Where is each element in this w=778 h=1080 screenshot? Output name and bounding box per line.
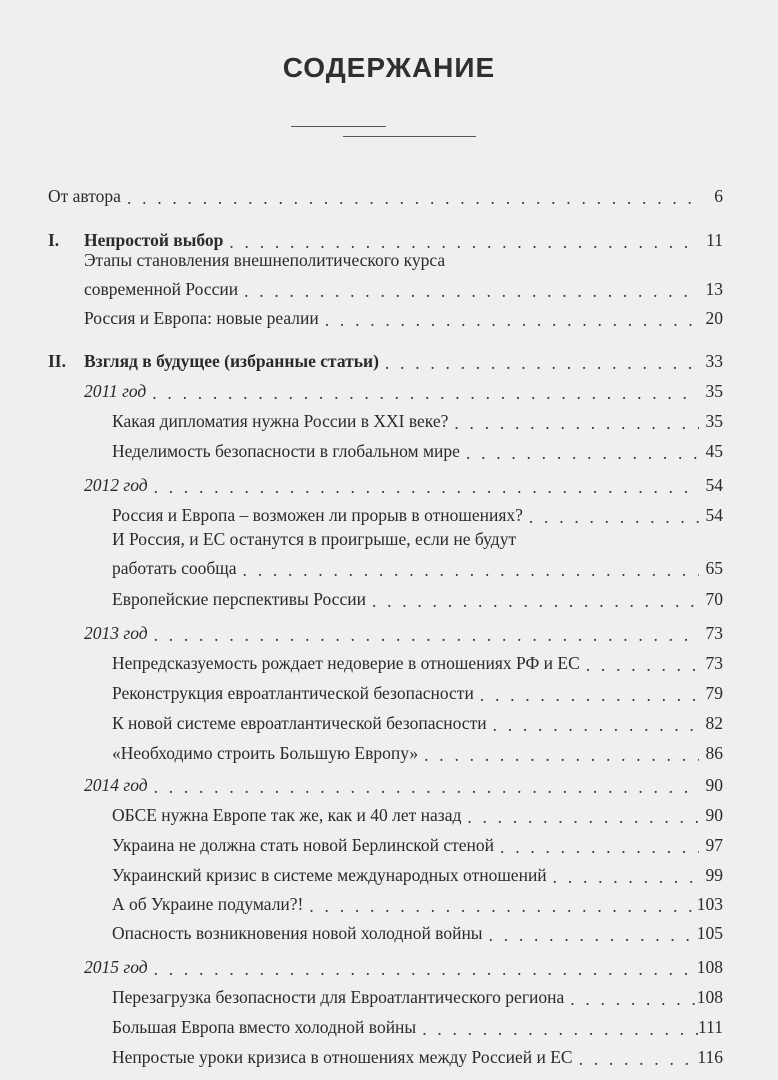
toc-entry-text: работать сообща	[112, 558, 237, 578]
toc-entry-text: Европейские перспективы России	[112, 589, 366, 609]
toc-entry-line: Этапы становления внешнеполитического курса	[84, 250, 446, 270]
toc-dot-leader	[237, 561, 699, 579]
toc-page-number: 108	[696, 987, 723, 1007]
toc-page-number: 99	[705, 865, 723, 885]
toc-dot-leader	[547, 868, 699, 886]
toc-entry-text: современной России	[84, 279, 239, 299]
toc-entry[interactable]	[112, 549, 723, 579]
toc-page-number: 54	[705, 475, 723, 495]
toc-part-number: II.	[48, 351, 66, 371]
toc-dot-leader	[487, 716, 699, 734]
toc-part-title: Взгляд в будущее (избранные статьи)	[84, 351, 379, 371]
toc-dot-leader	[460, 444, 699, 462]
toc-page-number: 108	[696, 957, 723, 977]
toc-part-2[interactable]	[48, 342, 723, 372]
toc-page-number: 90	[705, 805, 723, 825]
toc-entry-text: ОБСЕ нужна Европе так же, как и 40 лет назад	[112, 805, 462, 825]
toc-dot-leader	[494, 838, 699, 856]
toc-entry-text: Россия и Европа – возможен ли прорыв в отношениях?	[112, 505, 523, 525]
toc-page-number: 103	[696, 894, 723, 914]
toc-page-number: 20	[705, 308, 723, 328]
toc-entry[interactable]	[112, 856, 723, 886]
toc-dot-leader	[416, 1020, 698, 1038]
toc-page-number: 79	[705, 683, 723, 703]
toc-entry-text: Непростые уроки кризиса в отношениях между Россией и ЕС	[112, 1047, 573, 1067]
toc-page-number: 86	[705, 743, 723, 763]
toc-entry[interactable]	[112, 674, 723, 704]
page-title: СОДЕРЖАНИЕ	[282, 52, 496, 83]
toc-entry[interactable]	[112, 496, 723, 526]
toc-part-number: I.	[48, 230, 60, 250]
toc-page-number: 33	[705, 351, 723, 371]
decorative-rule-2	[343, 136, 476, 137]
toc-dot-leader	[121, 189, 699, 207]
toc-dot-leader	[148, 960, 697, 978]
toc-year-label: 2015 год	[84, 957, 148, 977]
toc-dot-leader	[148, 778, 699, 796]
toc-entry[interactable]	[112, 432, 723, 462]
toc-entry[interactable]	[112, 1008, 723, 1038]
toc-dot-leader	[148, 626, 699, 644]
toc-entry-text: Украина не должна стать новой Берлинской стеной	[112, 835, 495, 855]
toc-year-2015[interactable]	[84, 948, 723, 978]
toc-dot-leader	[448, 414, 699, 432]
toc-entry-text: Опасность возникновения новой холодной войны	[112, 923, 483, 943]
toc-page-number: 11	[706, 230, 723, 250]
toc-dot-leader	[379, 354, 699, 372]
toc-page-number: 65	[705, 558, 723, 578]
toc-entry-text: От автора	[48, 186, 121, 206]
toc-entry-text: Неделимость безопасности в глобальном мире	[112, 441, 460, 461]
toc-dot-leader	[146, 384, 699, 402]
decorative-rule-1	[291, 126, 386, 127]
toc-entry[interactable]	[112, 580, 723, 610]
toc-entry-text: Какая дипломатия нужна России в XXI веке?	[112, 411, 449, 431]
toc-dot-leader	[523, 508, 699, 526]
toc-dot-leader	[148, 478, 699, 496]
toc-entry[interactable]	[112, 914, 723, 944]
toc-entry[interactable]	[112, 1038, 723, 1068]
toc-dot-leader	[418, 746, 699, 764]
toc-entry-line: И Россия, и ЕС останутся в проигрыше, если не будут	[112, 529, 517, 549]
toc-page-number: 6	[714, 186, 723, 206]
toc-entry[interactable]	[112, 885, 723, 915]
toc-entry[interactable]	[112, 796, 723, 826]
toc-entry[interactable]	[112, 734, 723, 764]
toc-year-2012[interactable]	[84, 466, 723, 496]
toc-dot-leader	[474, 686, 699, 704]
toc-page-number: 90	[705, 775, 723, 795]
toc-year-2013[interactable]	[84, 614, 723, 644]
toc-page-number: 116	[697, 1047, 723, 1067]
toc-year-label: 2014 год	[84, 775, 148, 795]
toc-entry-text: К новой системе евроатлантической безопасности	[112, 713, 487, 733]
toc-entry-text: А об Украине подумали?!	[112, 894, 304, 914]
toc-entry[interactable]	[112, 644, 723, 674]
toc-year-2014[interactable]	[84, 766, 723, 796]
toc-page-number: 111	[698, 1017, 723, 1037]
toc-page-number: 82	[705, 713, 723, 733]
toc-page-number: 35	[705, 381, 723, 401]
toc-entry-stages[interactable]	[84, 270, 723, 300]
toc-entry[interactable]	[112, 704, 723, 734]
toc-page-number: 54	[705, 505, 723, 525]
toc-entry[interactable]	[112, 826, 723, 856]
toc-entry[interactable]	[112, 978, 723, 1008]
toc-dot-leader	[319, 311, 699, 329]
toc-entry-text: Реконструкция евроатлантической безопасности	[112, 683, 474, 703]
toc-dot-leader	[580, 656, 699, 674]
toc-page-number: 73	[705, 653, 723, 673]
toc-page-number: 13	[705, 279, 723, 299]
toc-page-number: 70	[705, 589, 723, 609]
toc-year-label: 2012 год	[84, 475, 148, 495]
toc-entry-author[interactable]	[48, 177, 723, 207]
toc-dot-leader	[461, 808, 699, 826]
toc-dot-leader	[573, 1050, 698, 1068]
toc-page-number: 105	[696, 923, 723, 943]
toc-year-label: 2011 год	[84, 381, 147, 401]
toc-entry-text: Большая Европа вместо холодной войны	[112, 1017, 417, 1037]
toc-page-number: 97	[705, 835, 723, 855]
toc-part-title: Непростой выбор	[84, 230, 224, 250]
toc-year-label: 2013 год	[84, 623, 148, 643]
toc-entry-text: «Необходимо строить Большую Европу»	[112, 743, 419, 763]
toc-entry-text: Украинский кризис в системе международных отношений	[112, 865, 547, 885]
toc-page-number: 35	[705, 411, 723, 431]
toc-part-1[interactable]	[48, 221, 723, 251]
toc-dot-leader	[564, 990, 697, 1008]
toc-dot-leader	[366, 592, 699, 610]
toc-entry-text: Перезагрузка безопасности для Евроатлантического региона	[112, 987, 565, 1007]
toc-page-number: 45	[705, 441, 723, 461]
toc-dot-leader	[303, 897, 696, 915]
toc-entry-text: Россия и Европа: новые реалии	[84, 308, 319, 328]
toc-dot-leader	[238, 282, 699, 300]
toc-entry-text: Непредсказуемость рождает недоверие в отношениях РФ и ЕС	[112, 653, 580, 673]
toc-year-2011[interactable]	[84, 372, 723, 402]
toc-page-number: 73	[705, 623, 723, 643]
toc-dot-leader	[483, 926, 697, 944]
toc-entry-russia-europe[interactable]	[84, 299, 723, 329]
toc-entry[interactable]	[112, 402, 723, 432]
